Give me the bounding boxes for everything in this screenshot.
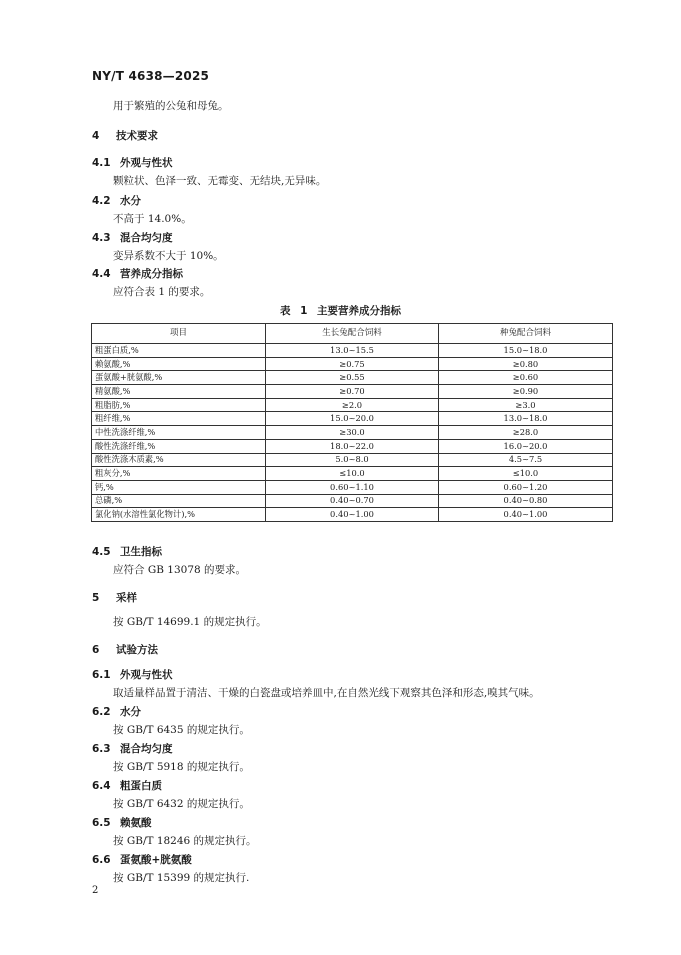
row-label: 酸性洗涤纤维,% bbox=[92, 439, 266, 453]
growing-value: 13.0~15.5 bbox=[266, 344, 439, 358]
section-6-1-text: 取适量样品置于清洁、干燥的白瓷盘或培养皿中,在自然光线下观察其色泽和形态,嗅其气味。 bbox=[113, 687, 540, 699]
breeding-value: ≥3.0 bbox=[439, 398, 613, 412]
section-4-2-text: 不高于 14.0%。 bbox=[113, 213, 192, 225]
section-number: 4.5 bbox=[92, 546, 111, 558]
section-6-3-text: 按 GB/T 5918 的规定执行。 bbox=[113, 761, 250, 773]
section-title: 外观与性状 bbox=[120, 157, 173, 169]
table-row bbox=[92, 357, 613, 371]
section-6-4-heading bbox=[92, 778, 162, 793]
section-number: 4.1 bbox=[92, 157, 111, 169]
row-label: 精氨酸,% bbox=[92, 385, 266, 399]
table-row bbox=[92, 480, 613, 494]
column-header-growing: 生长兔配合饲料 bbox=[266, 324, 439, 344]
page-number: 2 bbox=[92, 885, 99, 896]
growing-value: 0.40~1.00 bbox=[266, 508, 439, 522]
table-row bbox=[92, 494, 613, 508]
section-4-5-heading bbox=[92, 544, 162, 559]
row-label: 氯化钠(水溶性氯化物计),% bbox=[92, 508, 266, 522]
section-4-3-heading bbox=[92, 230, 173, 245]
section-4-1-text: 颗粒状、色泽一致、无霉变、无结块,无异味。 bbox=[113, 175, 327, 187]
row-label: 粗蛋白质,% bbox=[92, 344, 266, 358]
growing-value: 0.40~0.70 bbox=[266, 494, 439, 508]
growing-value: ≥30.0 bbox=[266, 426, 439, 440]
row-label: 赖氨酸,% bbox=[92, 357, 266, 371]
breeding-value: ≥28.0 bbox=[439, 426, 613, 440]
section-title: 采样 bbox=[116, 592, 137, 604]
column-header-item: 项目 bbox=[92, 324, 266, 344]
row-label: 粗灰分,% bbox=[92, 467, 266, 481]
intro-line: 用于繁殖的公兔和母兔。 bbox=[113, 100, 229, 112]
section-5-text: 按 GB/T 14699.1 的规定执行。 bbox=[113, 616, 267, 628]
growing-value: ≥0.55 bbox=[266, 371, 439, 385]
row-label: 粗脂肪,% bbox=[92, 398, 266, 412]
section-6-4-text: 按 GB/T 6432 的规定执行。 bbox=[113, 798, 250, 810]
table-row bbox=[92, 385, 613, 399]
section-4-1-heading bbox=[92, 155, 173, 170]
section-title: 粗蛋白质 bbox=[120, 780, 162, 792]
table-header-row bbox=[92, 324, 613, 344]
breeding-value: 16.0~20.0 bbox=[439, 439, 613, 453]
breeding-value: ≥0.90 bbox=[439, 385, 613, 399]
growing-value: 18.0~22.0 bbox=[266, 439, 439, 453]
breeding-value: ≤10.0 bbox=[439, 467, 613, 481]
table-row bbox=[92, 467, 613, 481]
growing-value: 15.0~20.0 bbox=[266, 412, 439, 426]
growing-value: ≥0.75 bbox=[266, 357, 439, 371]
section-6-heading bbox=[92, 642, 158, 657]
section-title: 技术要求 bbox=[116, 130, 158, 142]
section-number: 6.1 bbox=[92, 669, 111, 681]
growing-value: ≥2.0 bbox=[266, 398, 439, 412]
section-6-6-text: 按 GB/T 15399 的规定执行. bbox=[113, 872, 250, 884]
row-label: 粗纤维,% bbox=[92, 412, 266, 426]
section-number: 6 bbox=[92, 644, 100, 656]
section-title: 赖氨酸 bbox=[120, 817, 152, 829]
column-header-breeding: 种兔配合饲料 bbox=[439, 324, 613, 344]
section-number: 6.6 bbox=[92, 854, 111, 866]
section-number: 4.2 bbox=[92, 195, 111, 207]
section-number: 6.4 bbox=[92, 780, 111, 792]
breeding-value: 15.0~18.0 bbox=[439, 344, 613, 358]
section-title: 营养成分指标 bbox=[120, 268, 183, 280]
table-row bbox=[92, 344, 613, 358]
section-6-5-text: 按 GB/T 18246 的规定执行。 bbox=[113, 835, 257, 847]
section-6-6-heading bbox=[92, 852, 192, 867]
breeding-value: 13.0~18.0 bbox=[439, 412, 613, 426]
section-5-heading bbox=[92, 590, 137, 605]
breeding-value: 0.40~0.80 bbox=[439, 494, 613, 508]
section-4-3-text: 变异系数不大于 10%。 bbox=[113, 250, 224, 262]
section-4-heading bbox=[92, 128, 158, 143]
table-row bbox=[92, 453, 613, 467]
section-6-5-heading bbox=[92, 815, 152, 830]
nutrition-table bbox=[91, 323, 613, 522]
section-number: 6.2 bbox=[92, 706, 111, 718]
breeding-value: 0.60~1.20 bbox=[439, 480, 613, 494]
section-number: 5 bbox=[92, 592, 100, 604]
table-row bbox=[92, 398, 613, 412]
section-title: 蛋氨酸+胱氨酸 bbox=[120, 854, 192, 866]
row-label: 中性洗涤纤维,% bbox=[92, 426, 266, 440]
table-row bbox=[92, 508, 613, 522]
section-title: 混合均匀度 bbox=[120, 743, 173, 755]
section-title: 试验方法 bbox=[116, 644, 158, 656]
section-number: 4.3 bbox=[92, 232, 111, 244]
row-label: 总磷,% bbox=[92, 494, 266, 508]
section-6-3-heading bbox=[92, 741, 173, 756]
section-4-2-heading bbox=[92, 193, 141, 208]
growing-value: ≤10.0 bbox=[266, 467, 439, 481]
section-4-5-text: 应符合 GB 13078 的要求。 bbox=[113, 564, 247, 576]
row-label: 酸性洗涤木质素,% bbox=[92, 453, 266, 467]
section-title: 水分 bbox=[120, 195, 141, 207]
breeding-value: ≥0.60 bbox=[439, 371, 613, 385]
table-row bbox=[92, 371, 613, 385]
section-title: 卫生指标 bbox=[120, 546, 162, 558]
table-row bbox=[92, 439, 613, 453]
table-row bbox=[92, 426, 613, 440]
table-row bbox=[92, 412, 613, 426]
table-caption: 表 1 主要营养成分指标 bbox=[279, 305, 402, 317]
section-number: 4 bbox=[92, 130, 100, 142]
breeding-value: 0.40~1.00 bbox=[439, 508, 613, 522]
section-6-1-heading bbox=[92, 667, 173, 682]
section-4-4-heading bbox=[92, 266, 183, 281]
growing-value: ≥0.70 bbox=[266, 385, 439, 399]
section-title: 水分 bbox=[120, 706, 141, 718]
growing-value: 5.0~8.0 bbox=[266, 453, 439, 467]
section-title: 外观与性状 bbox=[120, 669, 173, 681]
section-4-4-text: 应符合表 1 的要求。 bbox=[113, 286, 211, 298]
standard-code-header: NY/T 4638—2025 bbox=[92, 69, 210, 83]
row-label: 蛋氨酸+胱氨酸,% bbox=[92, 371, 266, 385]
growing-value: 0.60~1.10 bbox=[266, 480, 439, 494]
section-title: 混合均匀度 bbox=[120, 232, 173, 244]
section-number: 6.5 bbox=[92, 817, 111, 829]
section-6-2-text: 按 GB/T 6435 的规定执行。 bbox=[113, 724, 250, 736]
section-number: 6.3 bbox=[92, 743, 111, 755]
breeding-value: 4.5~7.5 bbox=[439, 453, 613, 467]
section-number: 4.4 bbox=[92, 268, 111, 280]
section-6-2-heading bbox=[92, 704, 141, 719]
breeding-value: ≥0.80 bbox=[439, 357, 613, 371]
row-label: 钙,% bbox=[92, 480, 266, 494]
